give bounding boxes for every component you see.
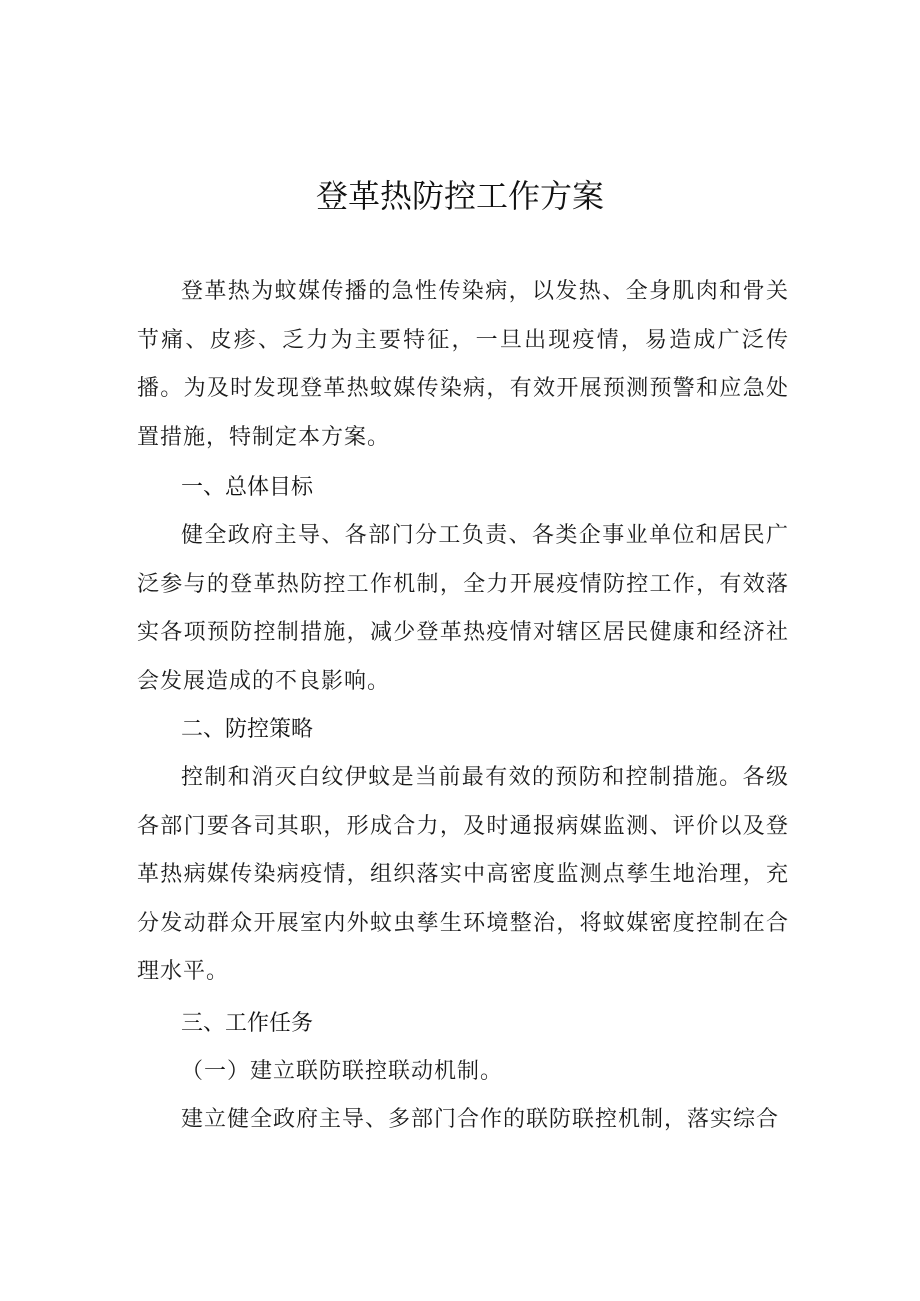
section-heading-goals: 一、总体目标 [181, 475, 314, 500]
intro-paragraph: 登革热为蚊媒传播的急性传染病，以发热、全身肌肉和骨关节痛、皮疹、乏力为主要特征，一旦出现疫情，易造成广泛传播。为及时发现登革热蚊媒传染病，有效开展预测预警和应急处置措施，特制定本方案。 [137, 279, 789, 450]
document-title: 登革热防控工作方案 [315, 177, 604, 215]
section-heading-strategy: 二、防控策略 [181, 717, 314, 742]
section-body-goals: 健全政府主导、各部门分工负责、各类企事业单位和居民广泛参与的登革热防控工作机制，全力开展疫情防控工作，有效落实各项预防控制措施，减少登革热疫情对辖区居民健康和经济社会发展造成的不良影响。 [137, 523, 789, 694]
section-body-strategy: 控制和消灭白纹伊蚊是当前最有效的预防和控制措施。各级各部门要各司其职，形成合力，及时通报病媒监测、评价以及登革热病媒传染病疫情，组织落实中高密度监测点孳生地治理，充分发动群众开展室内外蚊虫孳生环境整治，将蚊媒密度控制在合理水平。 [137, 765, 789, 984]
section-heading-tasks: 三、工作任务 [181, 1011, 314, 1036]
subsection-body-mechanism: 建立健全政府主导、多部门合作的联防联控机制，落实综合 [181, 1107, 780, 1132]
subsection-heading-mechanism: （一）建立联防联控联动机制。 [181, 1059, 504, 1084]
